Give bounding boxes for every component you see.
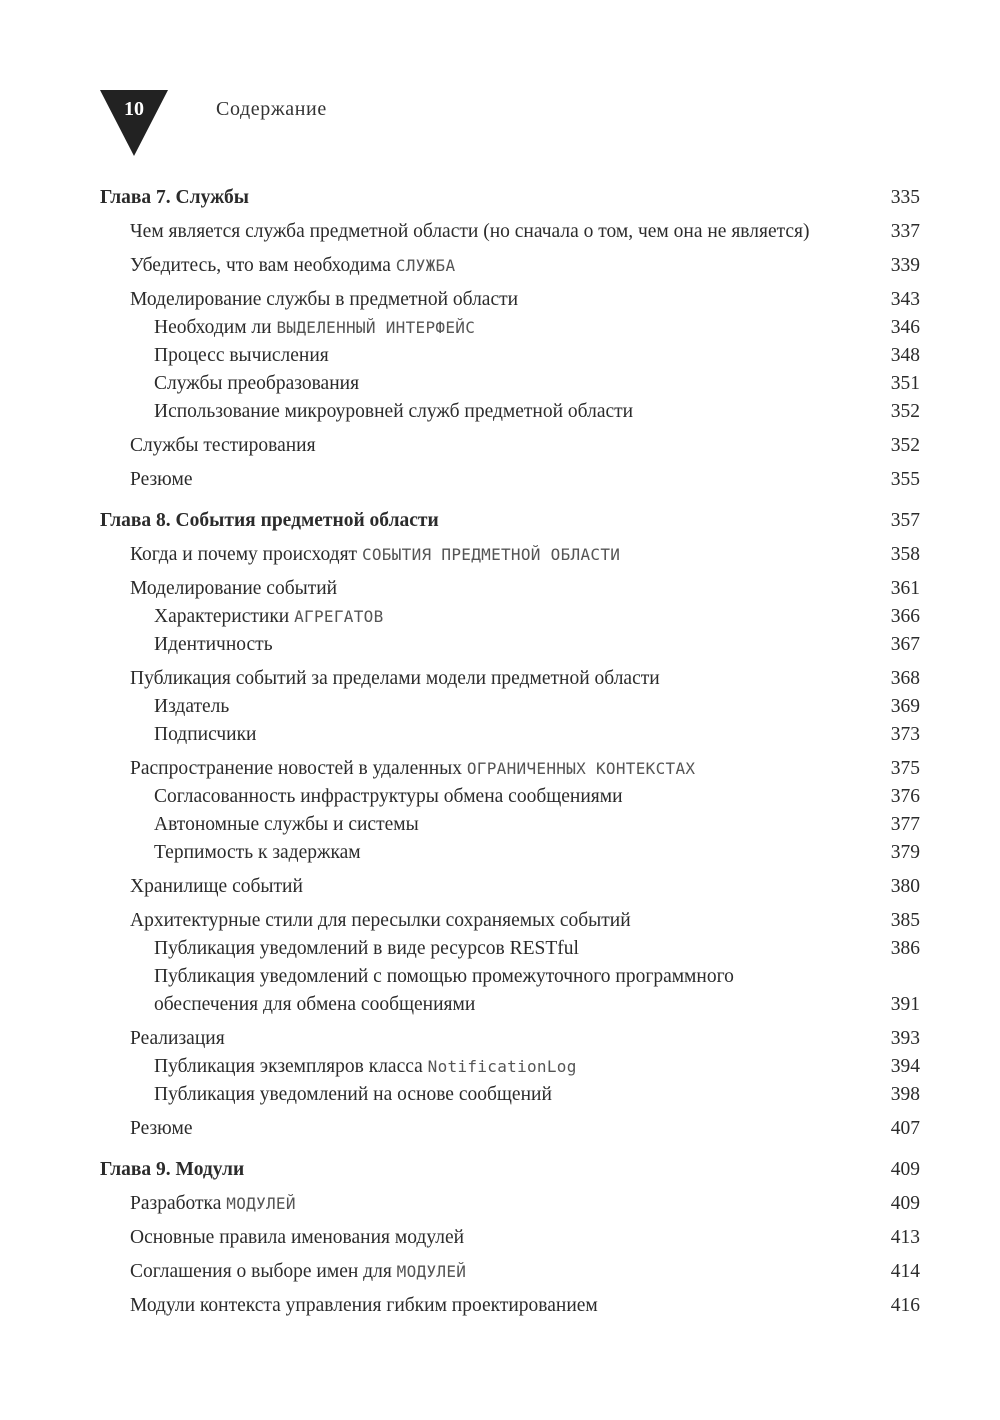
toc-entry-page: 346	[890, 317, 920, 338]
toc-entry-title: Чем является служба предметной области (но сначала о том, чем она не является)	[130, 221, 810, 242]
toc-entry-title: Когда и почему происходят	[130, 544, 362, 565]
toc-entry-page: 413	[890, 1227, 920, 1248]
toc-entry-page: 335	[890, 187, 920, 208]
toc-entry[interactable]	[100, 218, 920, 246]
running-title: Содержание	[216, 98, 327, 120]
toc-entry-title: Резюме	[130, 469, 193, 490]
toc-entry-title: Основные правила именования модулей	[130, 1227, 465, 1248]
toc-subentry[interactable]	[100, 963, 920, 1019]
toc-entry-title: Убедитесь, что вам необходима	[130, 255, 396, 276]
toc-entry-title: Идентичность	[154, 634, 273, 655]
toc-entry-page: 352	[890, 401, 920, 422]
toc-entry-title: Резюме	[130, 1118, 193, 1139]
toc-entry-title: Автономные службы и системы	[154, 814, 419, 835]
page-header	[100, 90, 920, 160]
toc-entry-page: 409	[890, 1193, 920, 1214]
toc-entry-page: 380	[890, 876, 920, 897]
toc-entry-title: Публикация экземпляров класса	[154, 1056, 428, 1077]
toc-subentry[interactable]	[100, 935, 920, 963]
toc-chapter-9[interactable]	[100, 1156, 920, 1184]
toc-entry-page: 355	[890, 469, 920, 490]
toc-entry-title: Публикация уведомлений на основе сообщений	[154, 1084, 552, 1105]
toc-entry-page: 377	[890, 814, 920, 835]
toc-subentry[interactable]	[100, 603, 920, 631]
toc-entry-page: 391	[890, 994, 920, 1015]
toc-entry[interactable]	[100, 252, 920, 280]
toc-entry[interactable]	[100, 1025, 920, 1053]
toc-entry-page: 357	[890, 510, 920, 531]
toc-entry-title: Глава 8. События предметной области	[100, 510, 439, 531]
toc-entry-title: Моделирование службы в предметной области	[130, 289, 519, 310]
toc-entry-title-line2: обеспечения для обмена сообщениями	[154, 994, 476, 1015]
toc-entry-title: Согласованность инфраструктуры обмена сообщениями	[154, 786, 623, 807]
toc-entry[interactable]	[100, 575, 920, 603]
toc-entry-title: Модули контекста управления гибким проектированием	[130, 1295, 598, 1316]
toc-entry-page: 407	[890, 1118, 920, 1139]
toc-subentry[interactable]	[100, 1053, 920, 1081]
toc-entry[interactable]	[100, 432, 920, 460]
toc-subentry[interactable]	[100, 693, 920, 721]
toc-entry[interactable]	[100, 665, 920, 693]
toc-entry-page: 352	[890, 435, 920, 456]
toc-subentry[interactable]	[100, 811, 920, 839]
toc-entry-term: АГРЕГАТОВ	[294, 607, 384, 626]
toc-entry-page: 339	[890, 255, 920, 276]
toc-entry-title: Необходим ли	[154, 317, 277, 338]
toc-entry-title: Разработка	[130, 1193, 227, 1214]
toc-entry-title: Архитектурные стили для пересылки сохраняемых событий	[130, 910, 631, 931]
toc-entry-page: 398	[890, 1084, 920, 1105]
toc-entry-term: СЛУЖБА	[395, 256, 456, 275]
toc-entry-page: 373	[890, 724, 920, 745]
toc-entry-title: Процесс вычисления	[154, 345, 329, 366]
toc-entry-title: Глава 7. Службы	[100, 187, 249, 208]
toc-entry[interactable]	[100, 1258, 920, 1286]
toc-subentry[interactable]	[100, 721, 920, 749]
toc-entry-title: Соглашения о выборе имен для	[130, 1261, 397, 1282]
toc-entry[interactable]	[100, 1224, 920, 1252]
toc-entry-page: 393	[890, 1028, 920, 1049]
toc-entry-term: ОГРАНИЧЕННЫХ КОНТЕКСТАХ	[466, 759, 696, 778]
toc-entry-page: 416	[890, 1295, 920, 1316]
toc-entry-page: 343	[890, 289, 920, 310]
toc-entry-page: 368	[890, 668, 920, 689]
toc-entry-page: 367	[890, 634, 920, 655]
toc-entry-page: 376	[890, 786, 920, 807]
toc-entry-term: МОДУЛЕЙ	[226, 1194, 296, 1213]
table-of-contents	[100, 178, 920, 1320]
toc-entry[interactable]	[100, 1292, 920, 1320]
toc-entry-term: СОБЫТИЯ ПРЕДМЕТНОЙ ОБЛАСТИ	[361, 545, 621, 564]
toc-entry-page: 369	[890, 696, 920, 717]
toc-entry[interactable]	[100, 466, 920, 494]
toc-chapter-8[interactable]	[100, 507, 920, 535]
page-number: 10	[124, 98, 144, 120]
toc-entry-title: Службы тестирования	[130, 435, 316, 456]
toc-entry-page: 385	[890, 910, 920, 931]
toc-entry-page: 386	[890, 938, 920, 959]
toc-entry[interactable]	[100, 286, 920, 314]
toc-entry-page: 379	[890, 842, 920, 863]
toc-subentry[interactable]	[100, 398, 920, 426]
toc-entry-page: 414	[890, 1261, 920, 1282]
toc-entry[interactable]	[100, 1115, 920, 1143]
toc-entry[interactable]	[100, 907, 920, 935]
toc-entry-title: Распространение новостей в удаленных	[130, 758, 467, 779]
toc-entry-page: 361	[890, 578, 920, 599]
toc-entry-title: Моделирование событий	[130, 578, 338, 599]
toc-entry[interactable]	[100, 873, 920, 901]
toc-entry-title: Подписчики	[154, 724, 257, 745]
toc-entry-term: ВЫДЕЛЕННЫЙ ИНТЕРФЕЙС	[276, 318, 476, 337]
toc-subentry[interactable]	[100, 783, 920, 811]
toc-entry-title: Реализация	[130, 1028, 225, 1049]
toc-entry[interactable]	[100, 1190, 920, 1218]
toc-subentry[interactable]	[100, 370, 920, 398]
toc-entry-page: 358	[890, 544, 920, 565]
toc-entry-page: 409	[890, 1159, 920, 1180]
toc-entry-title: Публикация уведомлений в виде ресурсов RESTful	[154, 938, 579, 959]
toc-subentry[interactable]	[100, 1081, 920, 1109]
toc-subentry[interactable]	[100, 314, 920, 342]
toc-entry[interactable]	[100, 755, 920, 783]
toc-entry-title: Хранилище событий	[130, 876, 303, 897]
toc-entry-page: 394	[890, 1056, 920, 1077]
toc-entry-title: Использование микроуровней служб предметной области	[154, 401, 634, 422]
toc-subentry[interactable]	[100, 342, 920, 370]
toc-entry-page: 366	[890, 606, 920, 627]
toc-entry-title: Терпимость к задержкам	[154, 842, 361, 863]
toc-entry-page: 375	[890, 758, 920, 779]
toc-entry-title: Глава 9. Модули	[100, 1159, 245, 1180]
toc-entry-page: 351	[890, 373, 920, 394]
toc-entry-term: NotificationLog	[427, 1057, 577, 1076]
toc-subentry[interactable]	[100, 631, 920, 659]
toc-entry-page: 337	[890, 221, 920, 242]
toc-chapter-7[interactable]	[100, 184, 920, 212]
toc-entry-title-line1: Публикация уведомлений с помощью промежуточного программного	[154, 966, 734, 987]
toc-entry-title: Характеристики	[154, 606, 295, 627]
toc-entry-title: Службы преобразования	[154, 373, 360, 394]
toc-subentry[interactable]	[100, 839, 920, 867]
toc-entry-page: 348	[890, 345, 920, 366]
toc-entry-term: МОДУЛЕЙ	[396, 1262, 467, 1281]
toc-entry-title: Публикация событий за пределами модели предметной области	[130, 668, 660, 689]
toc-entry-title: Издатель	[154, 696, 230, 717]
toc-entry[interactable]	[100, 541, 920, 569]
